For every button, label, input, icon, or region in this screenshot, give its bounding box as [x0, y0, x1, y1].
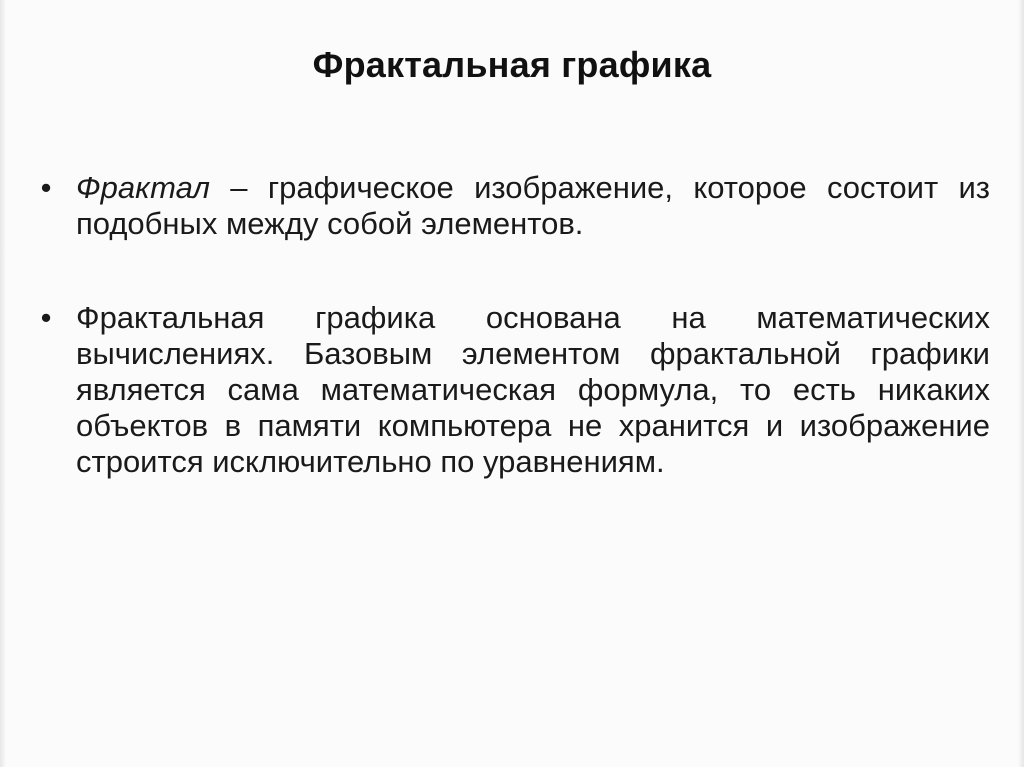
bullet-item-fractal-graphics	[32, 300, 990, 480]
slide-right-edge	[1018, 0, 1024, 767]
bullet-text: Фрактальная графика основана на математических вычислениях. Базовым элементом фрактальной графики является сама математическая формула, то есть никаких объектов в памяти компьютера не хранится и изображение строится исключительно по уравнениям.	[76, 300, 990, 479]
bullet-item-fractal-definition	[32, 170, 990, 242]
bullet-icon: •	[40, 170, 52, 205]
slide-left-edge	[0, 0, 6, 767]
bullet-term: Фрактал	[76, 170, 210, 205]
bullet-icon: •	[40, 300, 52, 335]
slide-title: Фрактальная графика	[312, 44, 712, 85]
bullet-text: – графическое изображение, которое состоит из подобных между собой элементов.	[76, 170, 990, 241]
bullet-list	[32, 170, 990, 480]
